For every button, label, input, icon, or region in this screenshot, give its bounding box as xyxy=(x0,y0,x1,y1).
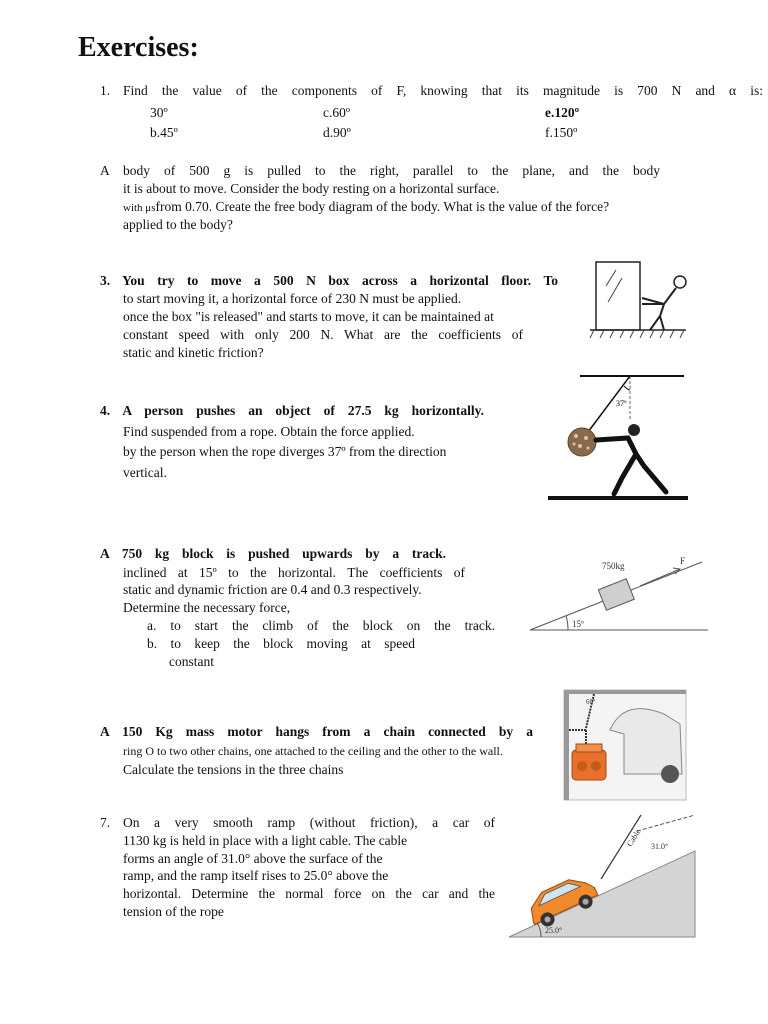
ex7-line-2: 1130 kg is held in place with a light cable. The cable xyxy=(123,833,408,848)
ex6-line-1: A 150 Kg mass motor hangs from a chain connected by a xyxy=(100,724,533,739)
ex2-line-2: it is about to move. Consider the body resting on a horizontal surface. xyxy=(123,181,500,196)
ex7-line-6: tension of the rope xyxy=(123,904,224,919)
ex7-line-3: forms an angle of 31.0° above the surface of the xyxy=(123,851,383,866)
ex5-mass-label: 750kg xyxy=(602,561,625,571)
ex3-line-5: static and kinetic friction? xyxy=(123,345,264,360)
ex7-line-5: horizontal. Determine the normal force on the car and the xyxy=(123,886,495,901)
ex3-line-4: constant speed with only 200 N. What are the coefficients of xyxy=(123,327,523,342)
ex7-number: 7. xyxy=(100,815,111,830)
page-title: Exercises: xyxy=(78,32,199,63)
ex4-line-2: Find suspended from a rope. Obtain the force applied. xyxy=(123,424,415,439)
ex5-force-label: F xyxy=(680,556,686,566)
ex2-mu-prefix: with μs xyxy=(123,202,156,214)
ex2-line-1: A body of 500 g is pulled to the right, parallel to the plane, and the body xyxy=(100,163,660,178)
ex1-option-a: 30º xyxy=(150,105,168,120)
ex2-line-3 xyxy=(123,198,609,217)
ex7-line-4: ramp, and the ramp itself rises to 25.0° above the xyxy=(123,868,389,883)
ex6-angle-label: 60º xyxy=(586,698,596,706)
ex7-cable-label: Cable xyxy=(625,827,643,849)
ex3-line-2: to start moving it, a horizontal force of 230 N must be applied. xyxy=(123,291,462,306)
ex1-option-f: f.150º xyxy=(545,125,578,140)
ex5-item-b: b. to keep the block moving at speed xyxy=(147,636,415,651)
ex7-line-1: On a very smooth ramp (without friction), a car of xyxy=(123,815,495,830)
ex6-engine xyxy=(572,750,606,780)
ex1-option-e: e.120º xyxy=(545,105,580,120)
ex7-ramp-angle-label: 25.0° xyxy=(545,926,563,935)
ex5-figure-incline-block xyxy=(530,552,710,634)
ex3-figure-box-push xyxy=(590,258,690,344)
ex2-line-4: applied to the body? xyxy=(123,217,233,232)
ex3-line-3: once the box "is released" and starts to move, it can be maintained at xyxy=(123,309,494,324)
ex6-line-3: Calculate the tensions in the three chains xyxy=(123,762,344,777)
ex5-line-1: A 750 kg block is pushed upwards by a track. xyxy=(100,546,446,561)
ex5-line-4: Determine the necessary force, xyxy=(123,600,291,615)
ex1-question: Find the value of the components of F, knowing that its magnitude is 700 N and α is: xyxy=(123,83,763,98)
ex7-cable-angle-label: 31.0° xyxy=(651,842,669,851)
ex1-option-c: c.60º xyxy=(323,105,351,120)
ex5-line-3: static and dynamic friction are 0.4 and 0.3 respectively. xyxy=(123,582,422,597)
ex6-line-2: ring O to two other chains, one attached to the ceiling and the other to the wall. xyxy=(123,744,503,758)
ex4-figure-hanging-rock xyxy=(544,372,689,506)
ex1-option-b: b.45º xyxy=(150,125,178,140)
ex5-angle-label: 15º xyxy=(572,619,584,629)
ex4-line-4: vertical. xyxy=(123,465,167,480)
ex4-line-1: 4. A person pushes an object of 27.5 kg horizontally. xyxy=(100,403,484,418)
ex5-line-2: inclined at 15º to the horizontal. The coefficients of xyxy=(123,565,465,580)
ex2-line-3-rest: from 0.70. Create the free body diagram of the body. What is the value of the force? xyxy=(155,199,610,214)
ex1-number: 1. xyxy=(100,83,111,98)
ex1-option-d: d.90º xyxy=(323,125,351,140)
ex4-angle-label: 37º xyxy=(616,399,627,408)
ex6-figure-hanging-engine xyxy=(564,690,688,802)
ex7-figure-car-ramp xyxy=(505,805,700,940)
ex5-block xyxy=(598,579,634,610)
ex5-item-b-cont: constant xyxy=(169,654,214,669)
ex5-item-a: a. to start the climb of the block on the track. xyxy=(147,618,495,633)
ex4-line-3: by the person when the rope diverges 37º from the direction xyxy=(123,444,447,459)
ex3-line-1: 3. You try to move a 500 N box across a horizontal floor. To xyxy=(100,273,558,288)
